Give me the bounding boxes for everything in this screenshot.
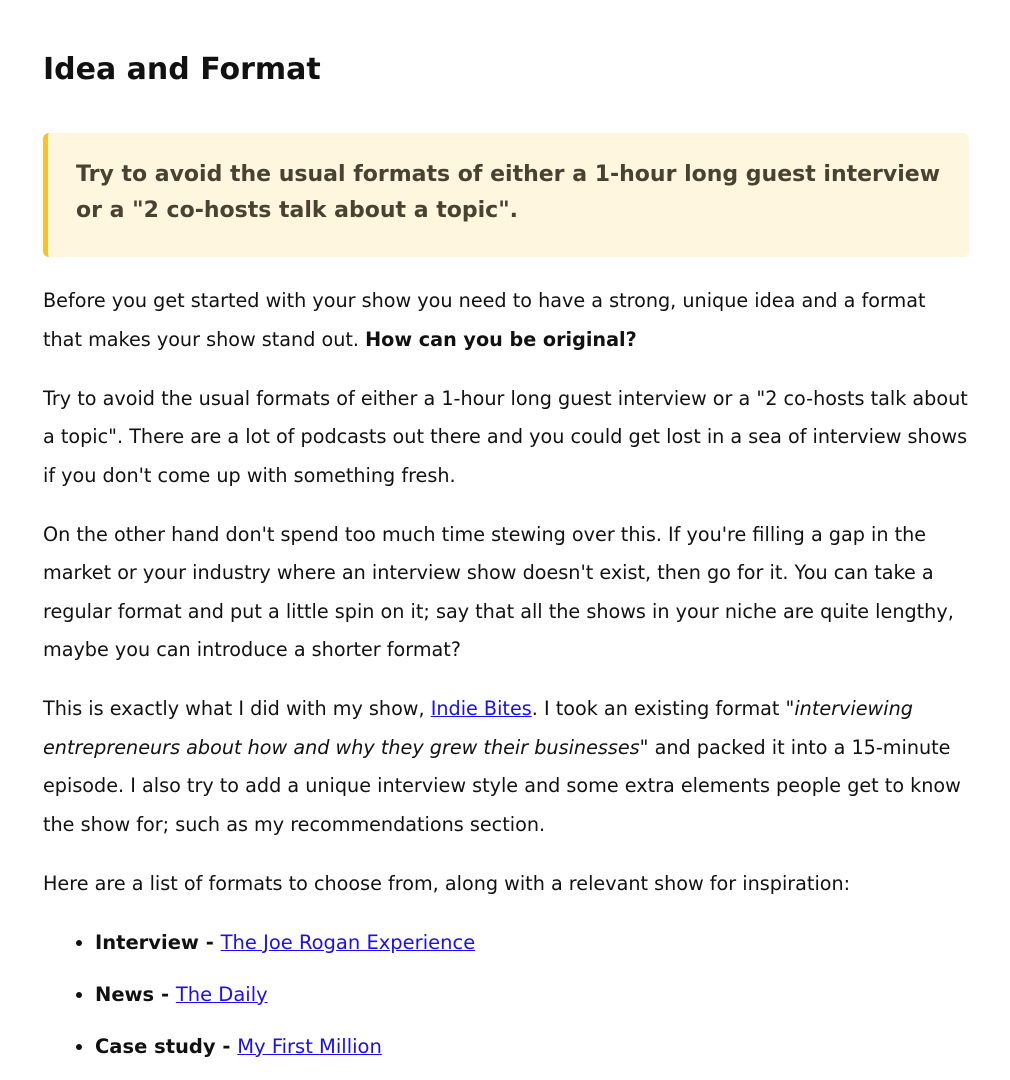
list-item xyxy=(95,976,969,1014)
separator: - xyxy=(198,930,221,954)
paragraph-list-intro: Here are a list of formats to choose from, along with a relevant show for inspiration: xyxy=(43,871,851,895)
callout-box: Try to avoid the usual formats of either a 1-hour long guest interview or a "2 co-hosts talk about a topic". xyxy=(43,133,969,257)
text: and packed it into a 15-minute episode. I also try to add a unique interview style and some extra elements people get to know the show for; such as my recommendations section. xyxy=(43,735,961,836)
list-item xyxy=(95,924,969,962)
paragraph-intro xyxy=(43,282,969,359)
paragraph-indie-bites xyxy=(43,690,969,844)
show-link[interactable]: My First Million xyxy=(237,1034,382,1058)
text: This is exactly what I did with my show, xyxy=(43,697,431,720)
format-type: Interview xyxy=(95,930,199,954)
section-heading: Idea and Format xyxy=(43,52,321,87)
intro-text: Before you get started with your show you need to have a strong, unique idea and a format that makes your show stand out. xyxy=(43,289,926,351)
article-body xyxy=(43,282,969,1080)
text: . I took an existing format xyxy=(531,697,786,720)
italic-quote: "interviewing entrepreneurs about how and why they grew their businesses" xyxy=(43,697,913,759)
formats-list xyxy=(43,924,969,1066)
format-type: Case study xyxy=(95,1034,216,1058)
list-item xyxy=(95,1028,969,1066)
separator: - xyxy=(215,1034,238,1058)
indie-bites-link[interactable]: Indie Bites xyxy=(430,697,532,720)
paragraph-avoid: Try to avoid the usual formats of either a 1-hour long guest interview or a "2 co-hosts talk about a topic". There are a lot of podcasts out there and you could get lost in a sea of interview shows if you don't come up with something fresh. xyxy=(43,386,968,487)
separator: - xyxy=(154,982,176,1006)
show-link[interactable]: The Joe Rogan Experience xyxy=(220,930,476,954)
format-type: News xyxy=(95,982,155,1006)
paragraph-other-hand: On the other hand don't spend too much time stewing over this. If you're filling a gap in the market or your industry where an interview show doesn't exist, then go for it. You can take a regular format and put a little spin on it; say that all the shows in your niche are quite lengthy, maybe you can introduce a shorter format? xyxy=(43,522,954,661)
intro-bold: How can you be original? xyxy=(365,327,637,351)
show-link[interactable]: The Daily xyxy=(175,982,268,1006)
